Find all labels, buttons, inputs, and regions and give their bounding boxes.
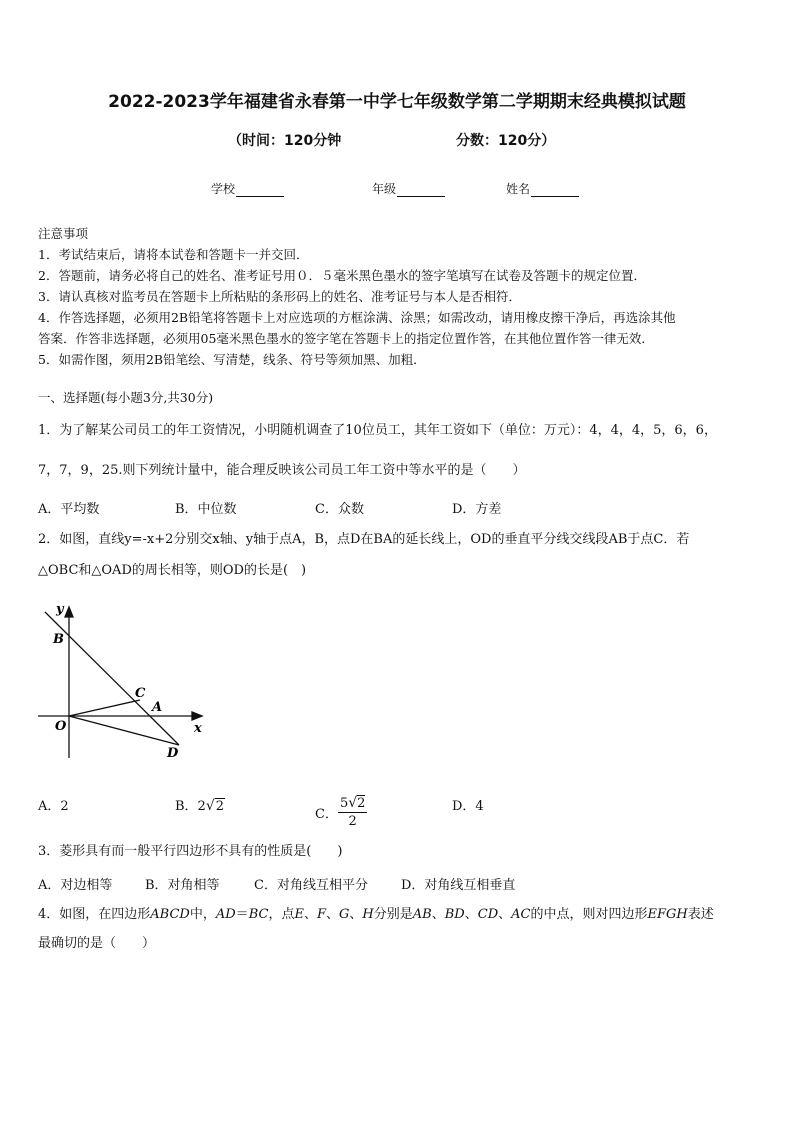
note-item: 2．答题前，请务必将自己的姓名、准考证号用０．５毫米黑色墨水的签字笔填写在试卷及答题卡的规定位置． (38, 268, 646, 283)
option-a[interactable]: A．对边相等 (38, 878, 113, 893)
section-heading: 一、选择题(每小题3分,共30分) (38, 390, 214, 405)
grade-blank[interactable] (397, 184, 445, 197)
option-c[interactable]: C．对角线互相平分 (254, 878, 368, 893)
option-d[interactable]: D．方差 (452, 502, 502, 517)
line-oc (69, 700, 140, 716)
question-2-figure (34, 598, 214, 764)
label-a: A (152, 700, 163, 715)
note-item: 3．请认真核对监考员在答题卡上所粘贴的条形码上的姓名、准考证号与本人是否相符． (38, 289, 521, 304)
line-od (69, 716, 179, 745)
option-c[interactable]: C．众数 (315, 502, 364, 517)
y-axis-arrow (65, 607, 73, 617)
name-field: 姓名 (506, 180, 579, 197)
x-axis-arrow (192, 712, 202, 720)
option-b[interactable]: B．对角相等 (145, 878, 220, 893)
question-4-line1: 4．如图，在四边形ABCD中，AD＝BC，点E、F、G、H分别是AB、BD、CD、AC的中点，则对四边形EFGH表述 (38, 907, 714, 922)
sqrt-icon: √ (348, 795, 358, 811)
option-c[interactable]: C． $\frac{5√2}{2}$ (315, 795, 366, 829)
option-b[interactable]: B．中位数 (175, 502, 237, 517)
label-x: x (194, 721, 202, 736)
option-b[interactable]: B．2√2 (175, 798, 225, 814)
question-1-line2: 7，7，9，25.则下列统计量中，能合理反映该公司员工年工资中等水平的是（ ） (38, 463, 526, 478)
notes-section (38, 223, 760, 370)
fraction (338, 795, 367, 830)
sqrt-icon: √ (205, 798, 215, 814)
question-2-line2: △OBC和△OAD的周长相等，则OD的长是( ) (38, 563, 307, 578)
notes-heading: 注意事项 (38, 226, 89, 241)
option-d[interactable]: D．对角线互相垂直 (401, 878, 516, 893)
label-y: y (56, 602, 64, 617)
fraction-denominator: 2 (348, 814, 357, 829)
label-c: C (135, 686, 146, 701)
note-item: 答案．作答非选择题，必须用05毫米黑色墨水的签字笔在答题卡上的指定位置作答，在其他位置作答一律无效． (38, 331, 654, 346)
note-item: 5．如需作图，须用2B铅笔绘、写清楚，线条、符号等须加黑、加粗． (38, 352, 426, 367)
option-a[interactable]: A．平均数 (38, 502, 100, 517)
question-1-line1: 1．为了解某公司员工的年工资情况，小明随机调查了10位员工，其年工资如下（单位：万元）：4，4，4，5，6，6， (38, 423, 717, 438)
label-d: D (167, 746, 179, 761)
fraction-numerator: 5√2 (339, 795, 366, 811)
question-4-line2: 最确切的是（ ） (38, 936, 156, 951)
exam-time: （时间：120分钟 (228, 133, 342, 149)
page-title: 2022-2023学年福建省永春第一中学七年级数学第二学期期末经典模拟试题 (108, 92, 686, 112)
exam-score: 分数：120分） (456, 133, 556, 149)
note-item: 1．考试结束后，请将本试卷和答题卡一并交回． (38, 247, 309, 262)
school-blank[interactable] (236, 184, 284, 197)
option-d[interactable]: D．4 (452, 799, 484, 814)
question-2-line1: 2．如图，直线y=-x+2分别交x轴、y轴于点A，B，点D在BA的延长线上，OD的垂直平分线交线段AB于点C．若 (38, 532, 690, 547)
grade-field: 年级 (372, 180, 445, 197)
school-field: 学校 (211, 180, 284, 197)
label-o: O (55, 719, 67, 734)
option-a[interactable]: A．2 (38, 799, 69, 814)
question-3: 3．菱形具有而一般平行四边形不具有的性质是( ) (38, 844, 343, 859)
note-item: 4．作答选择题，必须用2B铅笔将答题卡上对应选项的方框涂满、涂黑；如需改动，请用橡皮擦干净后，再选涂其他 (38, 310, 676, 325)
name-blank[interactable] (531, 184, 579, 197)
label-b: B (53, 632, 64, 647)
